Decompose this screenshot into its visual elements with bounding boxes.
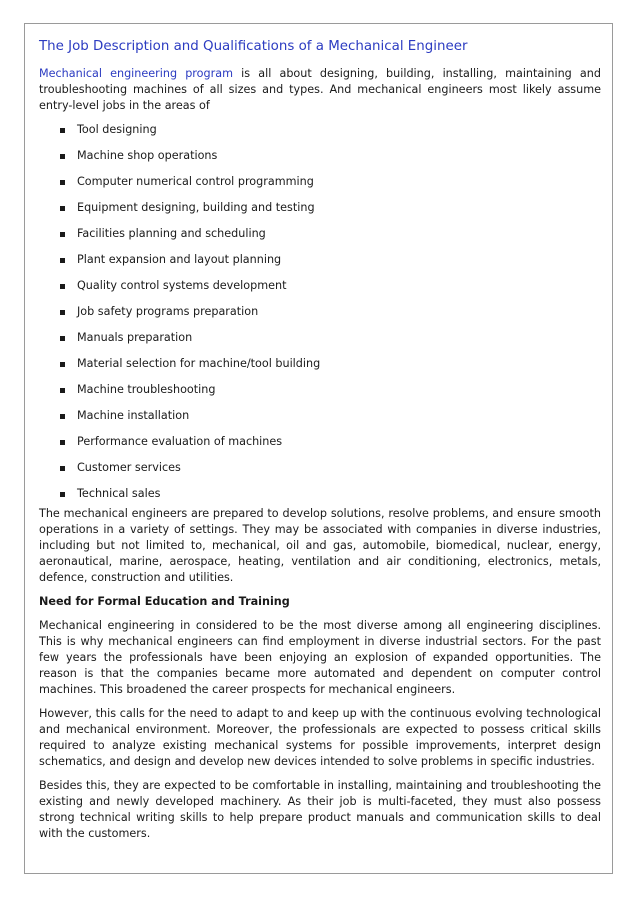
education-paragraph-1: Mechanical engineering in considered to be the most diverse among all engineering disciplines. This is why mechanical engineers can find employment in diverse industrial sectors. For the past few years the professionals have been enjoying an explosion of expanded opportunities. The reason is that the companies became more automated and dependent on computer control machines. This broadened the career prospects for mechanical engineers. xyxy=(39,619,601,696)
square-bullet-icon xyxy=(60,128,65,133)
list-item xyxy=(39,330,601,356)
list-item-text: Machine installation xyxy=(77,409,190,422)
list-item xyxy=(39,200,601,226)
square-bullet-icon xyxy=(60,258,65,263)
job-areas-list xyxy=(39,122,601,506)
square-bullet-icon xyxy=(60,362,65,367)
list-item-text: Machine shop operations xyxy=(77,149,218,162)
square-bullet-icon xyxy=(60,440,65,445)
intro-text: is all about designing, building, installing, maintaining and troubleshooting machines of all sizes and types. And mechanical engineers most likely assume entry-level jobs in the areas of xyxy=(39,67,601,112)
square-bullet-icon xyxy=(60,388,65,393)
list-item xyxy=(39,304,601,330)
mechanical-engineering-program-link[interactable]: Mechanical engineering program xyxy=(39,67,233,80)
list-item-text: Computer numerical control programming xyxy=(77,175,314,188)
list-item-text: Facilities planning and scheduling xyxy=(77,227,266,240)
square-bullet-icon xyxy=(60,466,65,471)
industries-paragraph: The mechanical engineers are prepared to develop solutions, resolve problems, and ensure smooth operations in a variety of settings. They may be associated with companies in diverse industries, including but not limited to, mechanical, oil and gas, automobile, biomedical, nuclear, energy, aeronautical, marine, aerospace, heating, ventilation and air conditioning, electronics, metals, defence, construction and utilities. xyxy=(39,507,601,584)
square-bullet-icon xyxy=(60,310,65,315)
list-item xyxy=(39,174,601,200)
list-item-text: Quality control systems development xyxy=(77,279,287,292)
list-item xyxy=(39,486,601,506)
list-item xyxy=(39,382,601,408)
list-item xyxy=(39,278,601,304)
square-bullet-icon xyxy=(60,414,65,419)
list-item xyxy=(39,356,601,382)
square-bullet-icon xyxy=(60,284,65,289)
list-item-text: Equipment designing, building and testing xyxy=(77,201,315,214)
list-item xyxy=(39,122,601,148)
square-bullet-icon xyxy=(60,154,65,159)
list-item-text: Plant expansion and layout planning xyxy=(77,253,282,266)
list-item xyxy=(39,434,601,460)
list-item-text: Material selection for machine/tool building xyxy=(77,357,321,370)
education-paragraph-3: Besides this, they are expected to be comfortable in installing, maintaining and troubleshooting the existing and newly developed machinery. As their job is multi-faceted, they must also possess strong technical writing skills to help prepare product manuals and communication skills to deal with the customers. xyxy=(39,779,601,840)
list-item-text: Manuals preparation xyxy=(77,331,193,344)
intro-paragraph xyxy=(39,66,601,114)
list-item xyxy=(39,148,601,174)
list-item-text: Tool designing xyxy=(77,123,157,136)
list-item xyxy=(39,408,601,434)
document-title: The Job Description and Qualifications of a Mechanical Engineer xyxy=(39,39,468,54)
square-bullet-icon xyxy=(60,492,65,497)
list-item xyxy=(39,252,601,278)
document-content xyxy=(39,38,601,850)
square-bullet-icon xyxy=(60,180,65,185)
square-bullet-icon xyxy=(60,232,65,237)
document-page xyxy=(24,23,613,874)
list-item xyxy=(39,226,601,252)
list-item-text: Technical sales xyxy=(77,487,161,500)
list-item-text: Customer services xyxy=(77,461,181,474)
education-paragraph-2: However, this calls for the need to adapt to and keep up with the continuous evolving technological and mechanical environment. Moreover, the professionals are expected to possess critical skills required to analyze existing mechanical systems for possible improvements, interpret design schematics, and design and develop new devices intended to solve problems in specific industries. xyxy=(39,707,601,768)
list-item-text: Performance evaluation of machines xyxy=(77,435,283,448)
square-bullet-icon xyxy=(60,206,65,211)
list-item-text: Machine troubleshooting xyxy=(77,383,216,396)
list-item-text: Job safety programs preparation xyxy=(77,305,259,318)
list-item xyxy=(39,460,601,486)
square-bullet-icon xyxy=(60,336,65,341)
section-heading: Need for Formal Education and Training xyxy=(39,595,290,608)
